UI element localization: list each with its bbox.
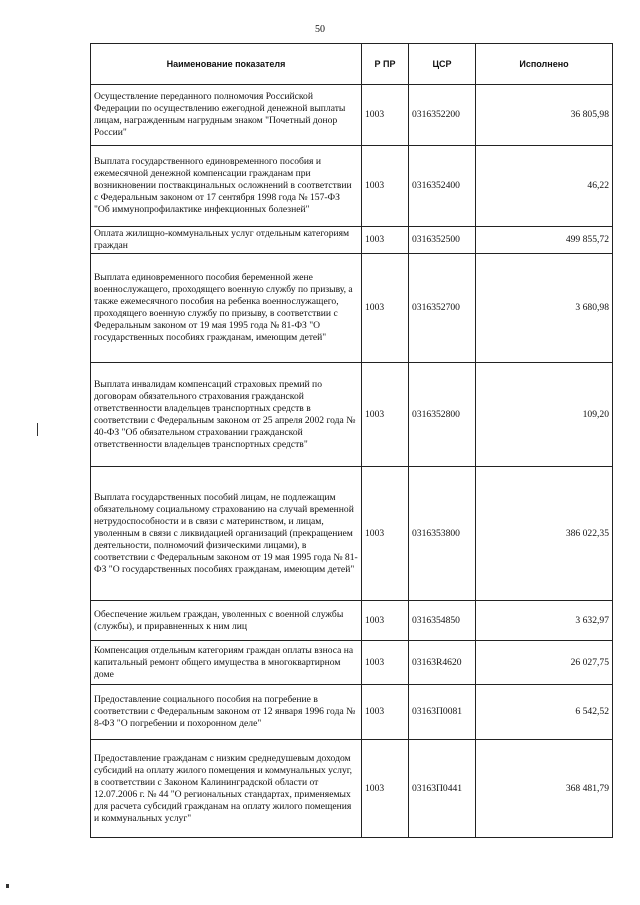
row-name: Предоставление гражданам с низким среднедушевым доходом субсидий на оплату жилого помещения и коммунальных услуг, в соответствии с Законом Калининградской области от 12.07.2006 г. № 44 "О региональных стандартах, применяемых для расчета субсидий гражданам на оплату жилого помещения и коммунальных услуг" (91, 740, 362, 838)
row-rpr: 1003 (362, 601, 409, 641)
row-csr: 03163П0081 (409, 685, 476, 740)
table-row (91, 85, 613, 146)
row-csr: 0316352500 (409, 227, 476, 254)
row-name: Выплата государственных пособий лицам, не подлежащим обязательному социальному страхованию на случай временной нетрудоспособности и в связи с материнством, и лицам, уволенным в связи с ликвидацией организаций (прекращением деятельности, полномочий физическими лицами), в соответствии с Федеральным законом от 19 мая 1995 года № 81-ФЗ "О государственных пособиях гражданам, имеющим детей" (91, 467, 362, 601)
table-header (91, 44, 613, 85)
page-number: 50 (315, 24, 325, 35)
row-executed: 6 542,52 (476, 685, 613, 740)
row-rpr: 1003 (362, 641, 409, 685)
row-rpr: 1003 (362, 363, 409, 467)
row-name: Выплата государственного единовременного пособия и ежемесячной денежной компенсации гражданам при возникновении поствакцинальных осложнений в соответствии с Федеральным законом от 17 сентября 1998 года № 157-ФЗ "Об иммунопрофилактике инфекционных болезней" (91, 146, 362, 227)
table-row (91, 363, 613, 467)
row-rpr: 1003 (362, 146, 409, 227)
expenditure-table (90, 43, 613, 838)
scan-mark-left (37, 423, 38, 436)
header-name: Наименование показателя (91, 44, 362, 85)
row-rpr: 1003 (362, 227, 409, 254)
row-name: Оплата жилищно-коммунальных услуг отдельным категориям граждан (91, 227, 362, 254)
row-rpr: 1003 (362, 685, 409, 740)
table-row (91, 685, 613, 740)
row-csr: 0316353800 (409, 467, 476, 601)
header-rpr: Р ПР (362, 44, 409, 85)
row-csr: 0316352800 (409, 363, 476, 467)
row-name: Выплата единовременного пособия беременной жене военнослужащего, проходящего военную службу по призыву, а также ежемесячного пособия на ребенка военнослужащего, проходящего военную службу по призыву, в соответствии с Федеральным законом от 19 мая 1995 года № 81-ФЗ "О государственных пособиях гражданам, имеющим детей" (91, 254, 362, 363)
table-body (91, 85, 613, 838)
row-executed: 499 855,72 (476, 227, 613, 254)
row-rpr: 1003 (362, 85, 409, 146)
table-row (91, 227, 613, 254)
row-name: Компенсация отдельным категориям граждан оплаты взноса на капитальный ремонт общего имущества в многоквартирном доме (91, 641, 362, 685)
row-executed: 36 805,98 (476, 85, 613, 146)
table-row (91, 740, 613, 838)
row-executed: 3 680,98 (476, 254, 613, 363)
row-executed: 3 632,97 (476, 601, 613, 641)
row-csr: 03163П0441 (409, 740, 476, 838)
row-csr: 0316354850 (409, 601, 476, 641)
row-executed: 386 022,35 (476, 467, 613, 601)
row-name: Осуществление переданного полномочия Российской Федерации по осуществлению ежегодной денежной выплаты лицам, награжденным нагрудным знаком "Почетный донор России" (91, 85, 362, 146)
row-csr: 0316352700 (409, 254, 476, 363)
row-name: Выплата инвалидам компенсаций страховых премий по договорам обязательного страхования гражданской ответственности владельцев транспортных средств в соответствии с Федеральным законом от 25 апреля 2002 года № 40-ФЗ "Об обязательном страховании гражданской ответственности владельцев транспортных средств" (91, 363, 362, 467)
row-rpr: 1003 (362, 740, 409, 838)
table-row (91, 146, 613, 227)
row-rpr: 1003 (362, 467, 409, 601)
table-row (91, 641, 613, 685)
row-csr: 0316352400 (409, 146, 476, 227)
row-name: Обеспечение жильем граждан, уволенных с военной службы (службы), и приравненных к ним лиц (91, 601, 362, 641)
header-csr: ЦСР (409, 44, 476, 85)
row-rpr: 1003 (362, 254, 409, 363)
row-executed: 26 027,75 (476, 641, 613, 685)
row-csr: 0316352200 (409, 85, 476, 146)
row-csr: 03163R4620 (409, 641, 476, 685)
row-name: Предоставление социального пособия на погребение в соответствии с Федеральным законом от 12 января 1996 года № 8-ФЗ "О погребении и похоронном деле" (91, 685, 362, 740)
header-executed: Исполнено (476, 44, 613, 85)
table-row (91, 467, 613, 601)
table-row (91, 254, 613, 363)
header-row (91, 44, 613, 85)
row-executed: 368 481,79 (476, 740, 613, 838)
row-executed: 46,22 (476, 146, 613, 227)
scan-mark-bottom (6, 884, 9, 888)
table-row (91, 601, 613, 641)
row-executed: 109,20 (476, 363, 613, 467)
